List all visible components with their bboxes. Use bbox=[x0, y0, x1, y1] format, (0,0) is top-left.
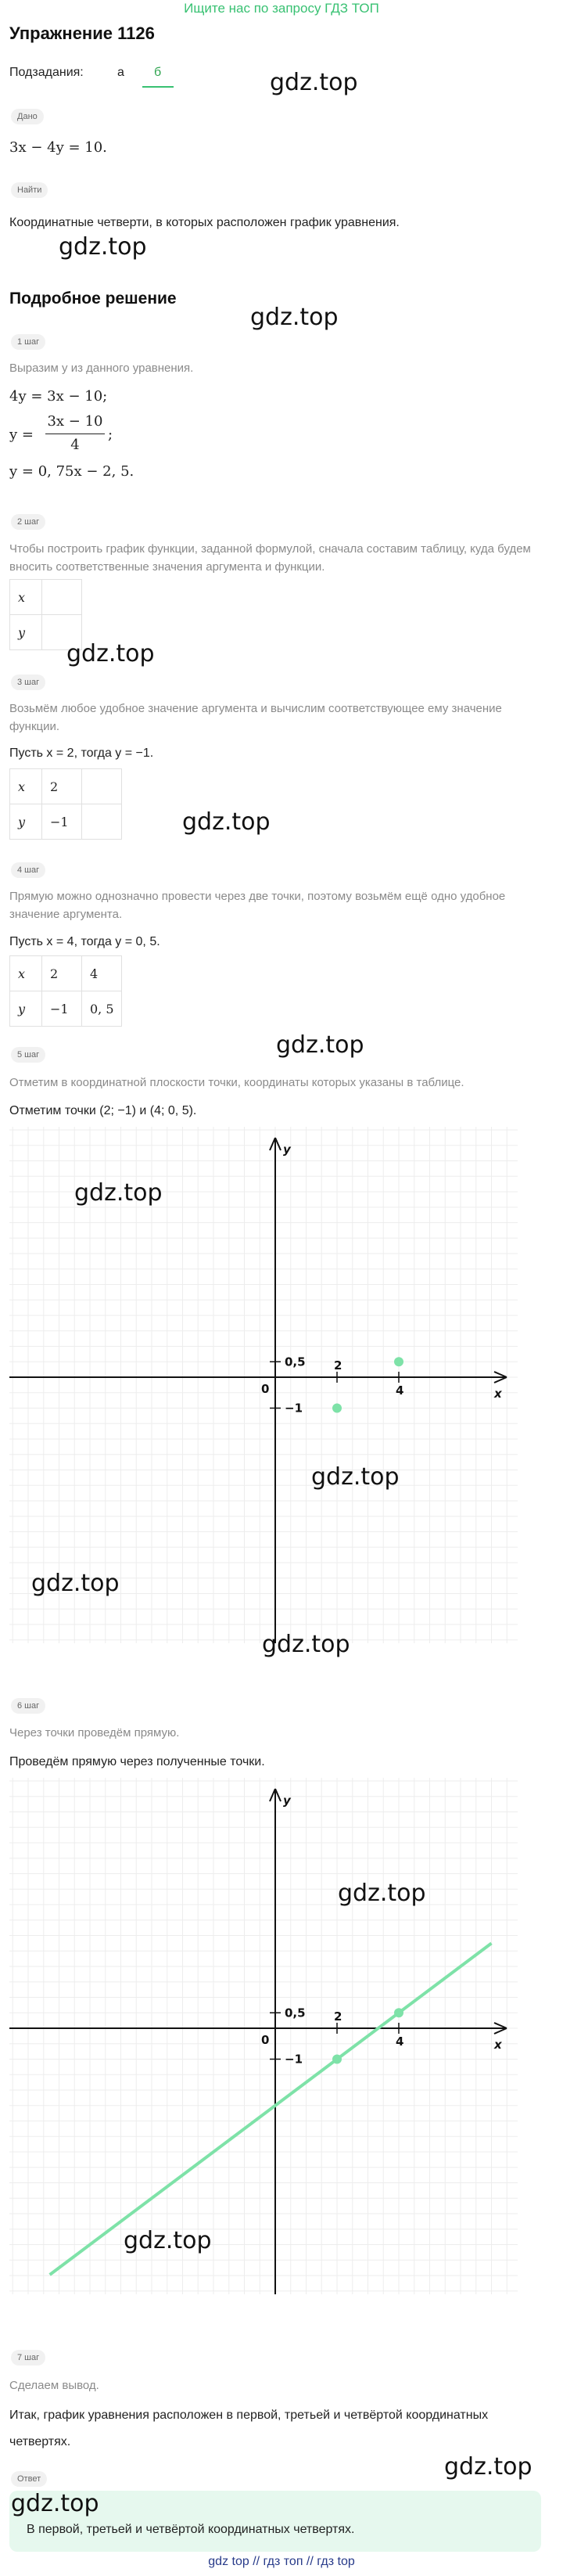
watermark: gdz.top bbox=[338, 1880, 426, 1907]
value-table-step4 bbox=[9, 955, 122, 1027]
graph-point bbox=[332, 1404, 342, 1413]
tab-a[interactable]: а bbox=[117, 66, 124, 79]
given-equation: 3x − 4y = 10. bbox=[9, 139, 107, 156]
step1-line3: y = 0, 75x − 2, 5. bbox=[9, 463, 134, 480]
table-cell: −1 bbox=[42, 991, 82, 1027]
table-cell: 4 bbox=[82, 956, 122, 991]
step6-text: Проведём прямую через полученные точки. bbox=[9, 1755, 265, 1768]
table-cell: 2 bbox=[42, 769, 82, 804]
step2-desc: Чтобы построить график функции, заданной формулой, сначала составим таблицу, куда будем вносить соответственные значения аргумента и функции. bbox=[9, 542, 531, 574]
watermark: gdz.top bbox=[74, 1179, 163, 1207]
watermark: gdz.top bbox=[276, 1031, 364, 1059]
step4-chip: 4 шаг bbox=[11, 862, 45, 878]
coordinate-graph-line bbox=[9, 1778, 518, 2294]
x-axis-label: x bbox=[494, 1387, 502, 1401]
x-tick-label: 2 bbox=[334, 1358, 342, 1373]
table-x-label: x bbox=[10, 769, 42, 804]
watermark: gdz.top bbox=[11, 2490, 99, 2517]
given-chip: Дано bbox=[11, 109, 44, 124]
y-tick-label: −1 bbox=[285, 2052, 303, 2067]
graph-point bbox=[394, 1357, 403, 1366]
step7-text: Итак, график уравнения расположен в первой, третьей и четвёртой координатных четвертях. bbox=[9, 2409, 489, 2448]
watermark: gdz.top bbox=[182, 808, 271, 836]
table-x-label: x bbox=[10, 580, 42, 615]
step1-numerator: 3x − 10 bbox=[47, 413, 103, 430]
x-tick-label: 4 bbox=[396, 1383, 404, 1398]
step6-chip: 6 шаг bbox=[11, 1698, 45, 1714]
watermark: gdz.top bbox=[250, 304, 339, 331]
answer-text: В первой, третьей и четвёртой координатных четвертях. bbox=[27, 2523, 355, 2536]
tab-b[interactable]: б bbox=[154, 66, 162, 79]
step5-text: Отметим точки (2; −1) и (4; 0, 5). bbox=[9, 1104, 197, 1117]
origin-label: 0 bbox=[261, 2033, 270, 2047]
table-cell bbox=[42, 580, 82, 615]
table-cell: 2 bbox=[42, 956, 82, 991]
watermark: gdz.top bbox=[311, 1463, 400, 1491]
step7-chip: 7 шаг bbox=[11, 2350, 45, 2366]
watermark: gdz.top bbox=[59, 233, 147, 261]
graph-point bbox=[394, 2008, 403, 2017]
watermark: gdz.top bbox=[124, 2227, 212, 2254]
y-tick-label: −1 bbox=[285, 1401, 303, 1416]
origin-label: 0 bbox=[261, 1382, 270, 1396]
step5-chip: 5 шаг bbox=[11, 1047, 45, 1063]
step7-desc: Сделаем вывод. bbox=[9, 2379, 99, 2392]
y-tick-label: 0,5 bbox=[285, 2006, 306, 2020]
answer-chip: Ответ bbox=[11, 2471, 47, 2487]
y-tick-label: 0,5 bbox=[285, 1355, 306, 1369]
step1-line1: 4y = 3x − 10; bbox=[9, 388, 108, 405]
watermark: gdz.top bbox=[270, 69, 358, 96]
step3-desc: Возьмём любое удобное значение аргумента и вычислим соответствующее ему значение функции. bbox=[9, 702, 502, 733]
step1-chip: 1 шаг bbox=[11, 334, 45, 350]
x-axis-label: x bbox=[494, 2038, 502, 2052]
footer-links[interactable]: gdz top // гдз топ // гдз top bbox=[208, 2555, 355, 2568]
graph-line bbox=[50, 1943, 492, 2275]
solution-title: Подробное решение bbox=[9, 290, 177, 308]
step1-semicolon: ; bbox=[108, 426, 113, 443]
y-axis-label: y bbox=[283, 1793, 291, 1808]
step3-chip: 3 шаг bbox=[11, 675, 45, 690]
step5-desc: Отметим в координатной плоскости точки, координаты которых указаны в таблице. bbox=[9, 1076, 464, 1089]
search-hint: Ищите нас по запросу ГДЗ ТОП bbox=[184, 1, 379, 16]
table-y-label: y bbox=[10, 615, 42, 650]
table-x-label: x bbox=[10, 956, 42, 991]
watermark: gdz.top bbox=[31, 1570, 120, 1597]
step1-desc: Выразим y из данного уравнения. bbox=[9, 362, 194, 375]
watermark: gdz.top bbox=[262, 1631, 350, 1658]
table-y-label: y bbox=[10, 991, 42, 1027]
step6-desc: Через точки проведём прямую. bbox=[9, 1726, 180, 1740]
step4-text: Пусть x = 4, тогда y = 0, 5. bbox=[9, 935, 160, 948]
table-cell bbox=[82, 804, 122, 840]
step1-y-eq: y = bbox=[9, 426, 34, 443]
x-tick-label: 2 bbox=[334, 2009, 342, 2024]
value-table-step3 bbox=[9, 768, 122, 840]
page-title: Упражнение 1126 bbox=[9, 23, 155, 43]
table-cell bbox=[82, 769, 122, 804]
step3-text: Пусть x = 2, тогда y = −1. bbox=[9, 747, 154, 760]
subtasks-label: Подзадания: bbox=[9, 66, 84, 79]
step2-chip: 2 шаг bbox=[11, 514, 45, 530]
find-chip: Найти bbox=[11, 182, 48, 198]
find-text: Координатные четверти, в которых расположен график уравнения. bbox=[9, 216, 400, 229]
watermark: gdz.top bbox=[66, 640, 155, 667]
table-cell: 0, 5 bbox=[82, 991, 122, 1027]
tab-active-underline bbox=[142, 86, 174, 88]
table-y-label: y bbox=[10, 804, 42, 840]
y-axis-label: y bbox=[283, 1142, 291, 1157]
step1-denominator: 4 bbox=[70, 437, 80, 453]
table-cell: −1 bbox=[42, 804, 82, 840]
graph-point bbox=[332, 2055, 342, 2064]
step4-desc: Прямую можно однозначно провести через две точки, поэтому возьмём ещё одно удобное значение аргумента. bbox=[9, 890, 506, 921]
x-tick-label: 4 bbox=[396, 2035, 404, 2049]
watermark: gdz.top bbox=[444, 2453, 533, 2481]
